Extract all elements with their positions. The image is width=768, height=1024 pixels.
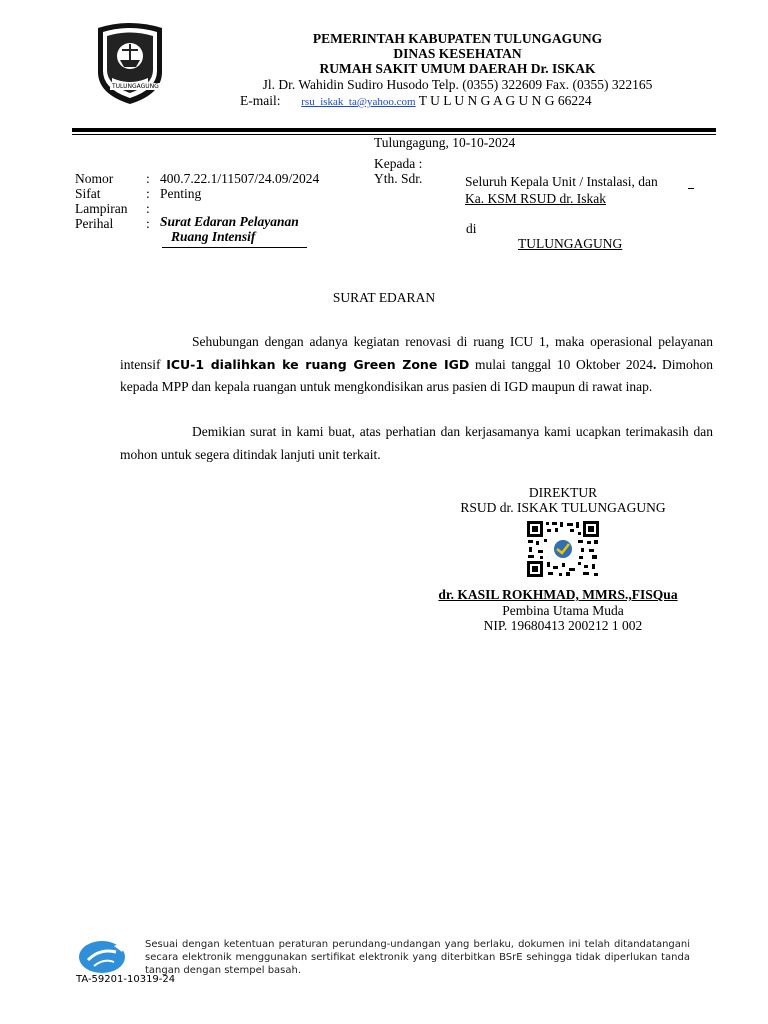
regency-emblem-logo xyxy=(90,20,170,106)
header-email-row xyxy=(240,93,592,109)
recipient-line-1: Seluruh Kepala Unit / Instalasi, dan xyxy=(465,174,658,189)
header-government: PEMERINTAH KABUPATEN TULUNGAGUNG xyxy=(312,31,603,46)
header-department: DINAS KESEHATAN xyxy=(393,46,522,61)
yth-label: Yth. Sdr. xyxy=(374,171,423,186)
city-postal: T U L U N G A G U N G 66224 xyxy=(418,93,592,108)
document-code: TA-59201-10319-24 xyxy=(76,974,176,985)
signatory-rank: Pembina Utama Muda xyxy=(502,603,624,618)
perihal-line-2: Ruang Intensif xyxy=(171,229,256,244)
header-hospital: RUMAH SAKIT UMUM DAERAH Dr. ISKAK xyxy=(319,61,596,76)
signatory-nip: NIP. 19680413 200212 1 002 xyxy=(483,618,643,633)
sifat-label: Sifat xyxy=(75,186,101,201)
kepada-label: Kepada : xyxy=(374,156,423,171)
paragraph-1-highlight: ICU-1 dialihkan ke ruang Green Zone IGD xyxy=(166,356,470,372)
perihal-line-1: Surat Edaran Pelayanan xyxy=(160,214,299,229)
place-date: Tulungagung, 10-10-2024 xyxy=(374,135,516,150)
sifat-colon: : xyxy=(146,186,150,201)
email-link[interactable]: rsu_iskak_ta@yahoo.com xyxy=(301,96,416,108)
email-label: E-mail: xyxy=(240,93,281,108)
signature-organization: RSUD dr. ISKAK TULUNGAGUNG xyxy=(460,500,666,515)
logo-caption: TULUNGAGUNG xyxy=(112,83,159,90)
signature-role: DIREKTUR xyxy=(528,485,598,500)
paragraph-2: Demikian surat in kami buat, atas perhatian dan kerjasamanya kami ucapkan terimakasih dan mohon untuk segera ditindak lanjuti unit terkait. xyxy=(120,424,713,462)
recipient-underline-tail xyxy=(688,188,694,189)
bsre-logo-icon xyxy=(78,940,132,974)
recipient-line-2: Ka. KSM RSUD dr. Iskak xyxy=(465,191,607,206)
document-title: SURAT EDARAN xyxy=(332,290,436,305)
lampiran-label: Lampiran xyxy=(75,201,128,216)
di-label: di xyxy=(466,221,477,236)
nomor-colon: : xyxy=(146,171,150,186)
nomor-value: 400.7.22.1/11507/24.09/2024 xyxy=(160,171,320,186)
header-divider-thick xyxy=(72,128,716,132)
electronic-signature-notice: Sesuai dengan ketentuan peraturan perundang-undangan yang berlaku, dokumen ini telah ditandatangani secara elektronik menggunakan sertifikat elektronik yang diterbitkan BSrE sehingga tidak diperlukan tanda tangan dengan stempel basah. xyxy=(145,939,690,976)
perihal-label: Perihal xyxy=(75,216,114,231)
header-address: Jl. Dr. Wahidin Sudiro Husodo Telp. (0355) 322609 Fax. (0355) 322165 xyxy=(262,77,653,92)
perihal-colon: : xyxy=(146,216,150,231)
recipient-city: TULUNGAGUNG xyxy=(518,236,623,251)
signatory-name: dr. KASIL ROKHMAD, MMRS.,FISQua xyxy=(438,587,678,602)
perihal-underline xyxy=(162,247,307,248)
sifat-value: Penting xyxy=(160,186,202,201)
nomor-label: Nomor xyxy=(75,171,114,186)
qr-code-icon xyxy=(526,520,600,578)
lampiran-colon: : xyxy=(146,201,150,216)
paragraph-1: Sehubungan dengan adanya kegiatan renovasi di ruang ICU 1, maka operasional pelayanan intensif ICU-1 dialihkan ke ruang Green Zone IGD mulai tanggal 10 Oktober 2024. Dimohon kepada MPP dan kepala ruangan untuk mengkondisikan arus pasien di IGD maupun di rawat inap. xyxy=(120,334,714,394)
